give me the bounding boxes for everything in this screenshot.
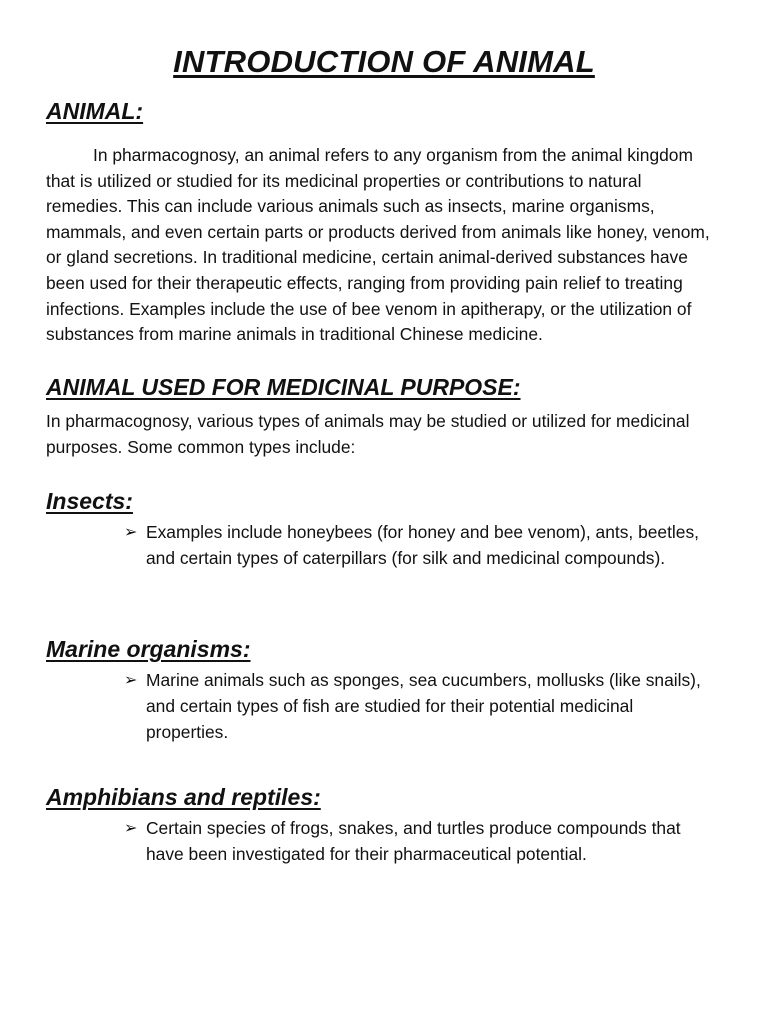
section-heading-insects: Insects:: [46, 488, 133, 514]
section-paragraph-animal: In pharmacognosy, an animal refers to any organism from the animal kingdom that is utilized or studied for its medicinal properties or contributions to natural remedies. This can include various animals such as insects, marine organisms, mammals, and even certain parts or products derived from animals like honey, venom, or gland secretions. In traditional medicine, certain animal-derived substances have been used for their therapeutic effects, ranging from providing pain relief to treating infections. Examples include the use of bee venom in apitherapy, or the utilization of substances from marine animals in traditional Chinese medicine.: [46, 145, 710, 345]
section-heading-amphibians-reptiles: Amphibians and reptiles:: [46, 784, 321, 810]
section-heading-medicinal-purpose: ANIMAL USED FOR MEDICINAL PURPOSE:: [46, 374, 521, 400]
list-item-text: Examples include honeybees (for honey and bee venom), ants, beetles, and certain types of caterpillars (for silk and medicinal compounds).: [146, 522, 699, 568]
section-heading-animal: ANIMAL:: [46, 98, 144, 124]
page-title: INTRODUCTION OF ANIMAL: [173, 44, 595, 79]
list-item-insects: [124, 520, 714, 572]
arrowhead-bullet-icon: ➢: [124, 524, 138, 541]
section-heading-marine-organisms: Marine organisms:: [46, 636, 251, 662]
list-item-text: Marine animals such as sponges, sea cucumbers, mollusks (like snails), and certain types of fish are studied for their potential medicinal properties.: [146, 670, 701, 742]
list-item-marine-organisms: [124, 668, 714, 745]
list-item-amphibians-reptiles: [124, 816, 714, 868]
list-item-text: Certain species of frogs, snakes, and turtles produce compounds that have been investigated for their pharmaceutical potential.: [146, 818, 681, 864]
section-paragraph-medicinal-purpose: In pharmacognosy, various types of animals may be studied or utilized for medicinal purposes. Some common types include:: [46, 411, 690, 457]
arrowhead-bullet-icon: ➢: [124, 820, 138, 837]
arrowhead-bullet-icon: ➢: [124, 672, 138, 689]
